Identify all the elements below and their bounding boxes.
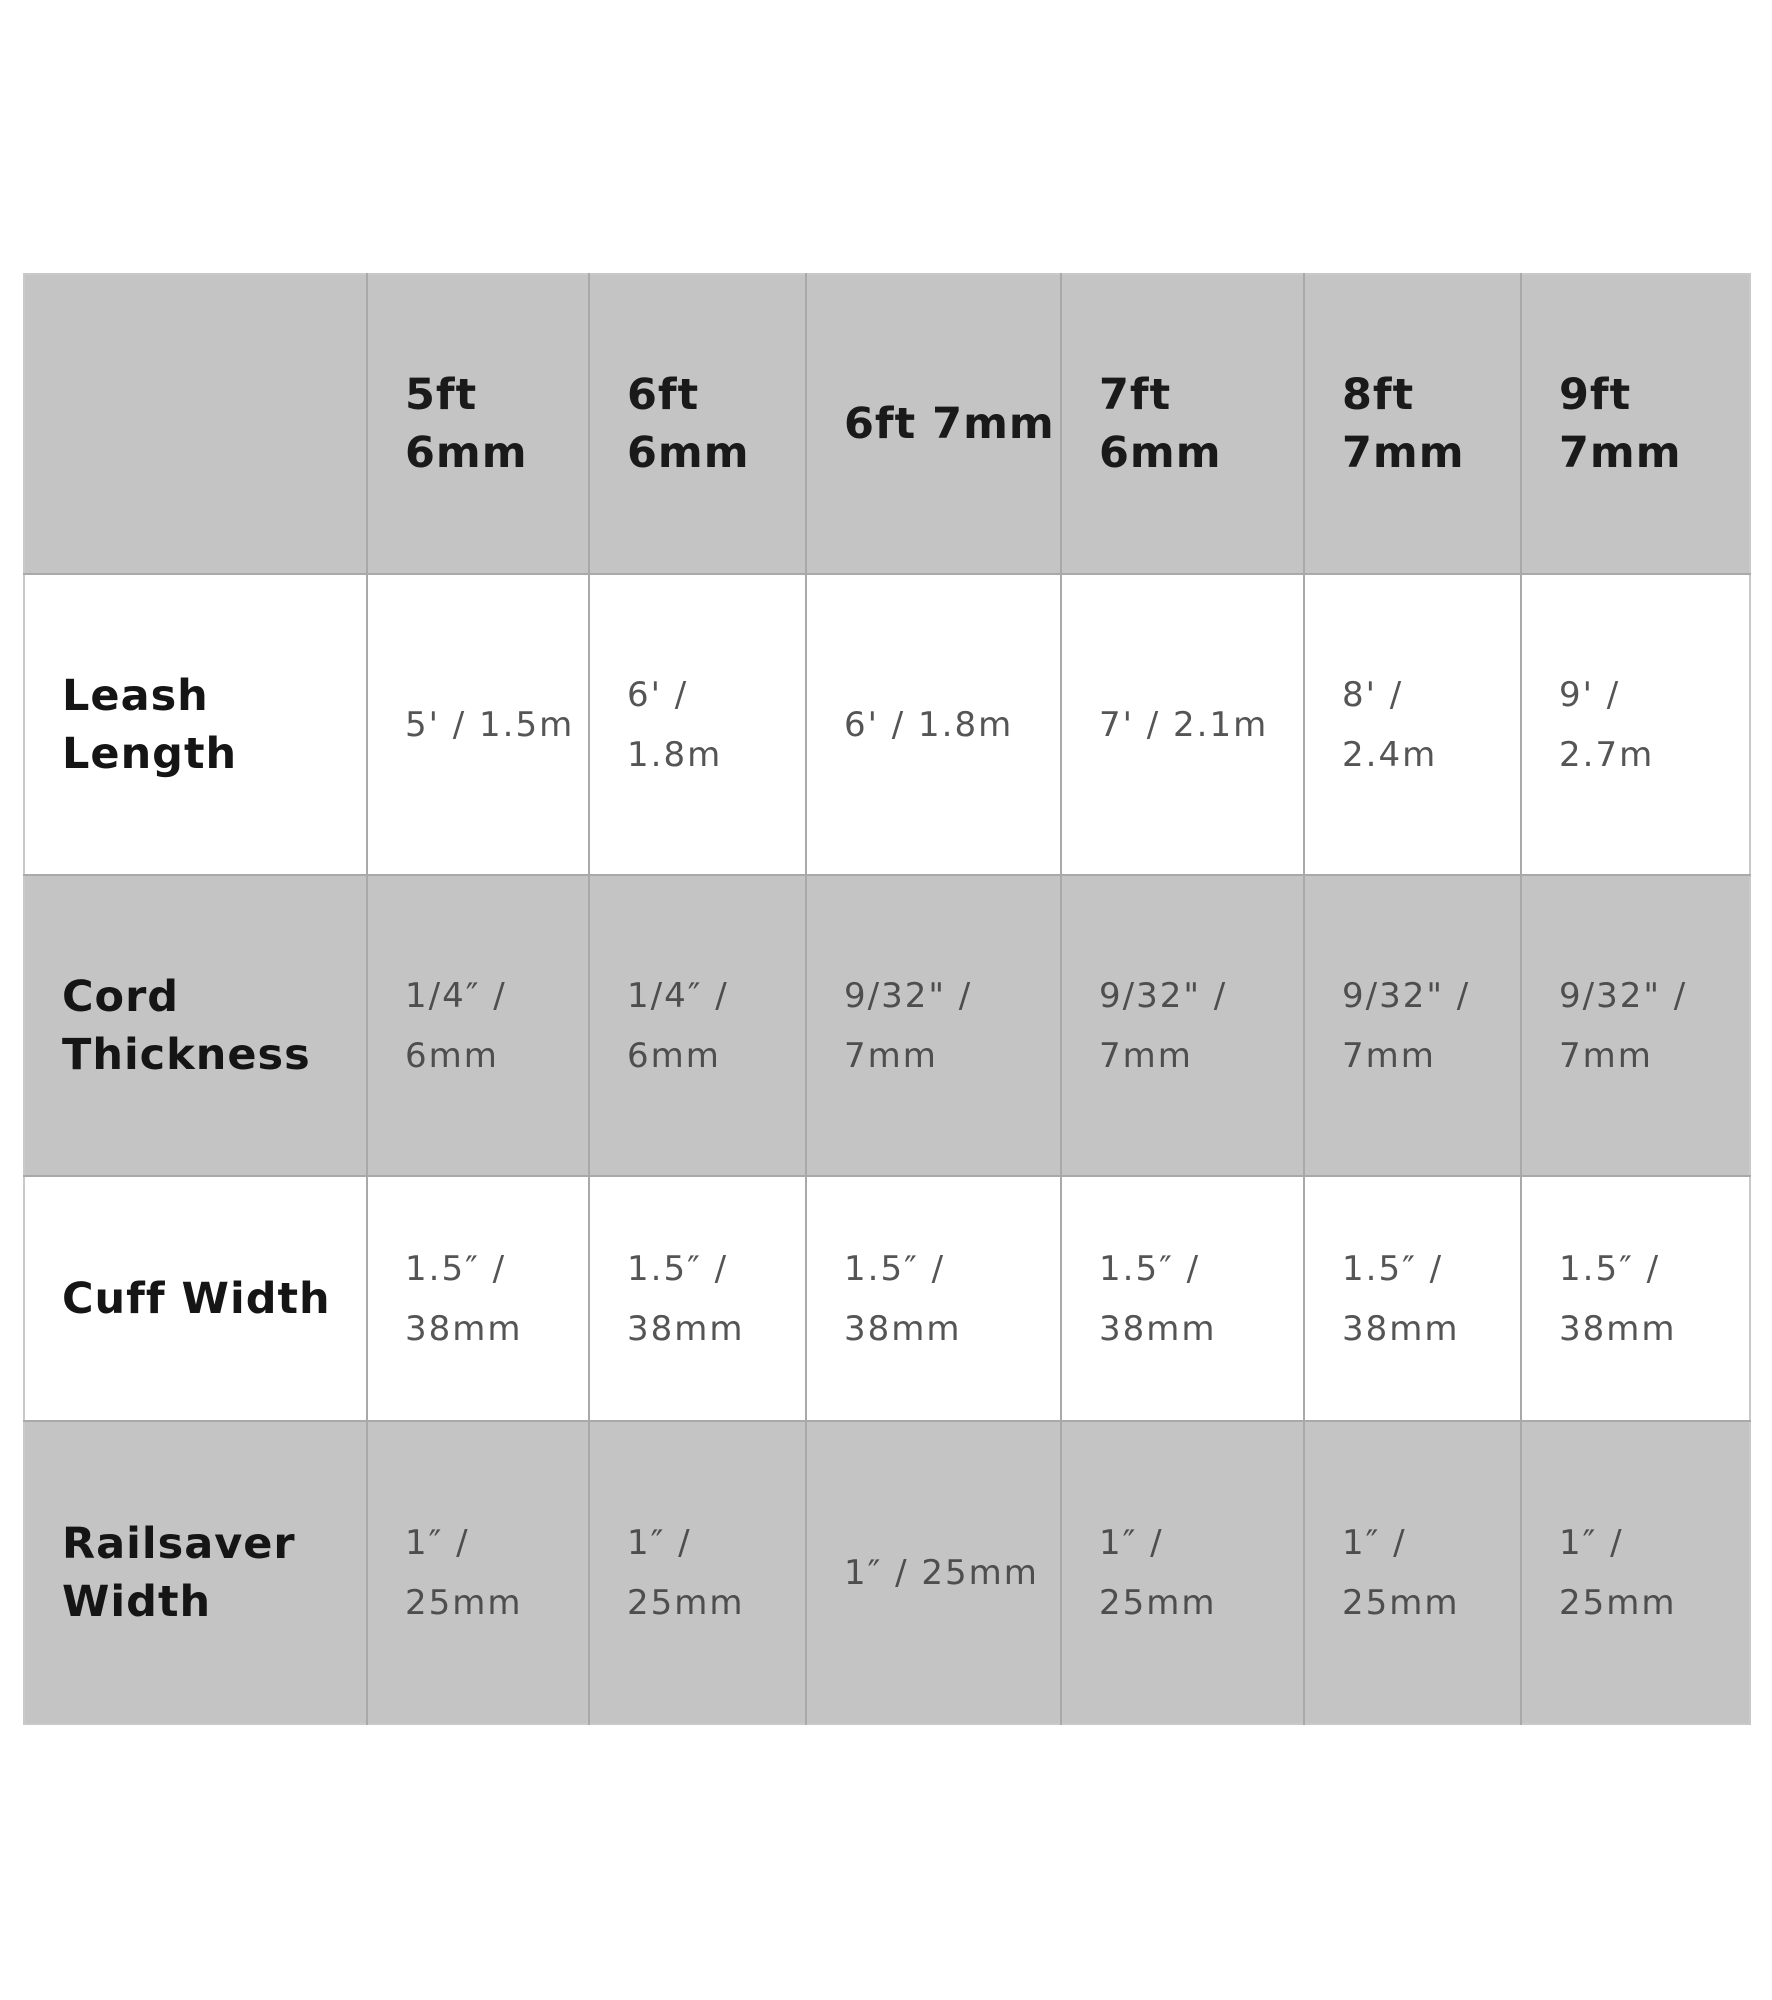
table-cell: 5' / 1.5m [367,574,589,875]
table-cell: 9/32" / 7mm [1559,975,1688,1076]
table-cell: 1″ / 25mm [1061,1421,1304,1724]
table-row-cuff-width [24,1176,1750,1421]
table-cell: 9' / 2.7m [1559,674,1655,775]
table-cell: 1″ / 25mm [1559,1522,1677,1623]
table-cell: 1.5″ / 38mm [1061,1176,1304,1421]
row-label-cord-thickness: Cord Thickness [24,875,367,1176]
row-label-cuff-width: Cuff Width [24,1176,367,1421]
table-row-leash-length [24,574,1750,875]
table-cell: 8' / 2.4m [1304,574,1521,875]
table-cell: 1.5″ / 38mm [367,1176,589,1421]
table-row-railsaver-width [24,1421,1750,1724]
leash-spec-table [23,273,1751,1725]
row-label-leash-length: Leash Length [24,574,367,875]
table-cell: 1″ / 25mm [1304,1421,1521,1724]
table-cell: 9/32" / 7mm [806,875,1061,1176]
table-cell: 1.5″ / 38mm [1304,1176,1521,1421]
table-cell: 1/4″ / 6mm [589,875,806,1176]
table-cell: 1.5″ / 38mm [806,1176,1061,1421]
column-header-5ft-6mm: 5ft 6mm [367,274,589,574]
table-cell: 1″ / 25mm [589,1421,806,1724]
table-cell: 1.5″ / 38mm [589,1176,806,1421]
column-header-6ft-7mm: 6ft 7mm [806,274,1061,574]
table-cell: 7' / 2.1m [1061,574,1304,875]
column-header-9ft-7mm: 9ft 7mm [1559,370,1682,478]
table-cell: 1″ / 25mm [367,1421,589,1724]
header-row [24,274,1750,574]
table-cell: 6' / 1.8m [589,574,806,875]
table-cell: 1/4″ / 6mm [367,875,589,1176]
table-cell: 1″ / 25mm [806,1421,1061,1724]
row-label-railsaver-width: Railsaver Width [24,1421,367,1724]
table-cell: 9/32" / 7mm [1304,875,1521,1176]
corner-cell [24,274,367,574]
column-header-6ft-6mm: 6ft 6mm [589,274,806,574]
table-cell: 9/32" / 7mm [1061,875,1304,1176]
column-header-8ft-7mm: 8ft 7mm [1304,274,1521,574]
table-cell: 6' / 1.8m [806,574,1061,875]
table-cell: 1.5″ / 38mm [1559,1248,1677,1349]
table-row-cord-thickness [24,875,1750,1176]
column-header-7ft-6mm: 7ft 6mm [1061,274,1304,574]
